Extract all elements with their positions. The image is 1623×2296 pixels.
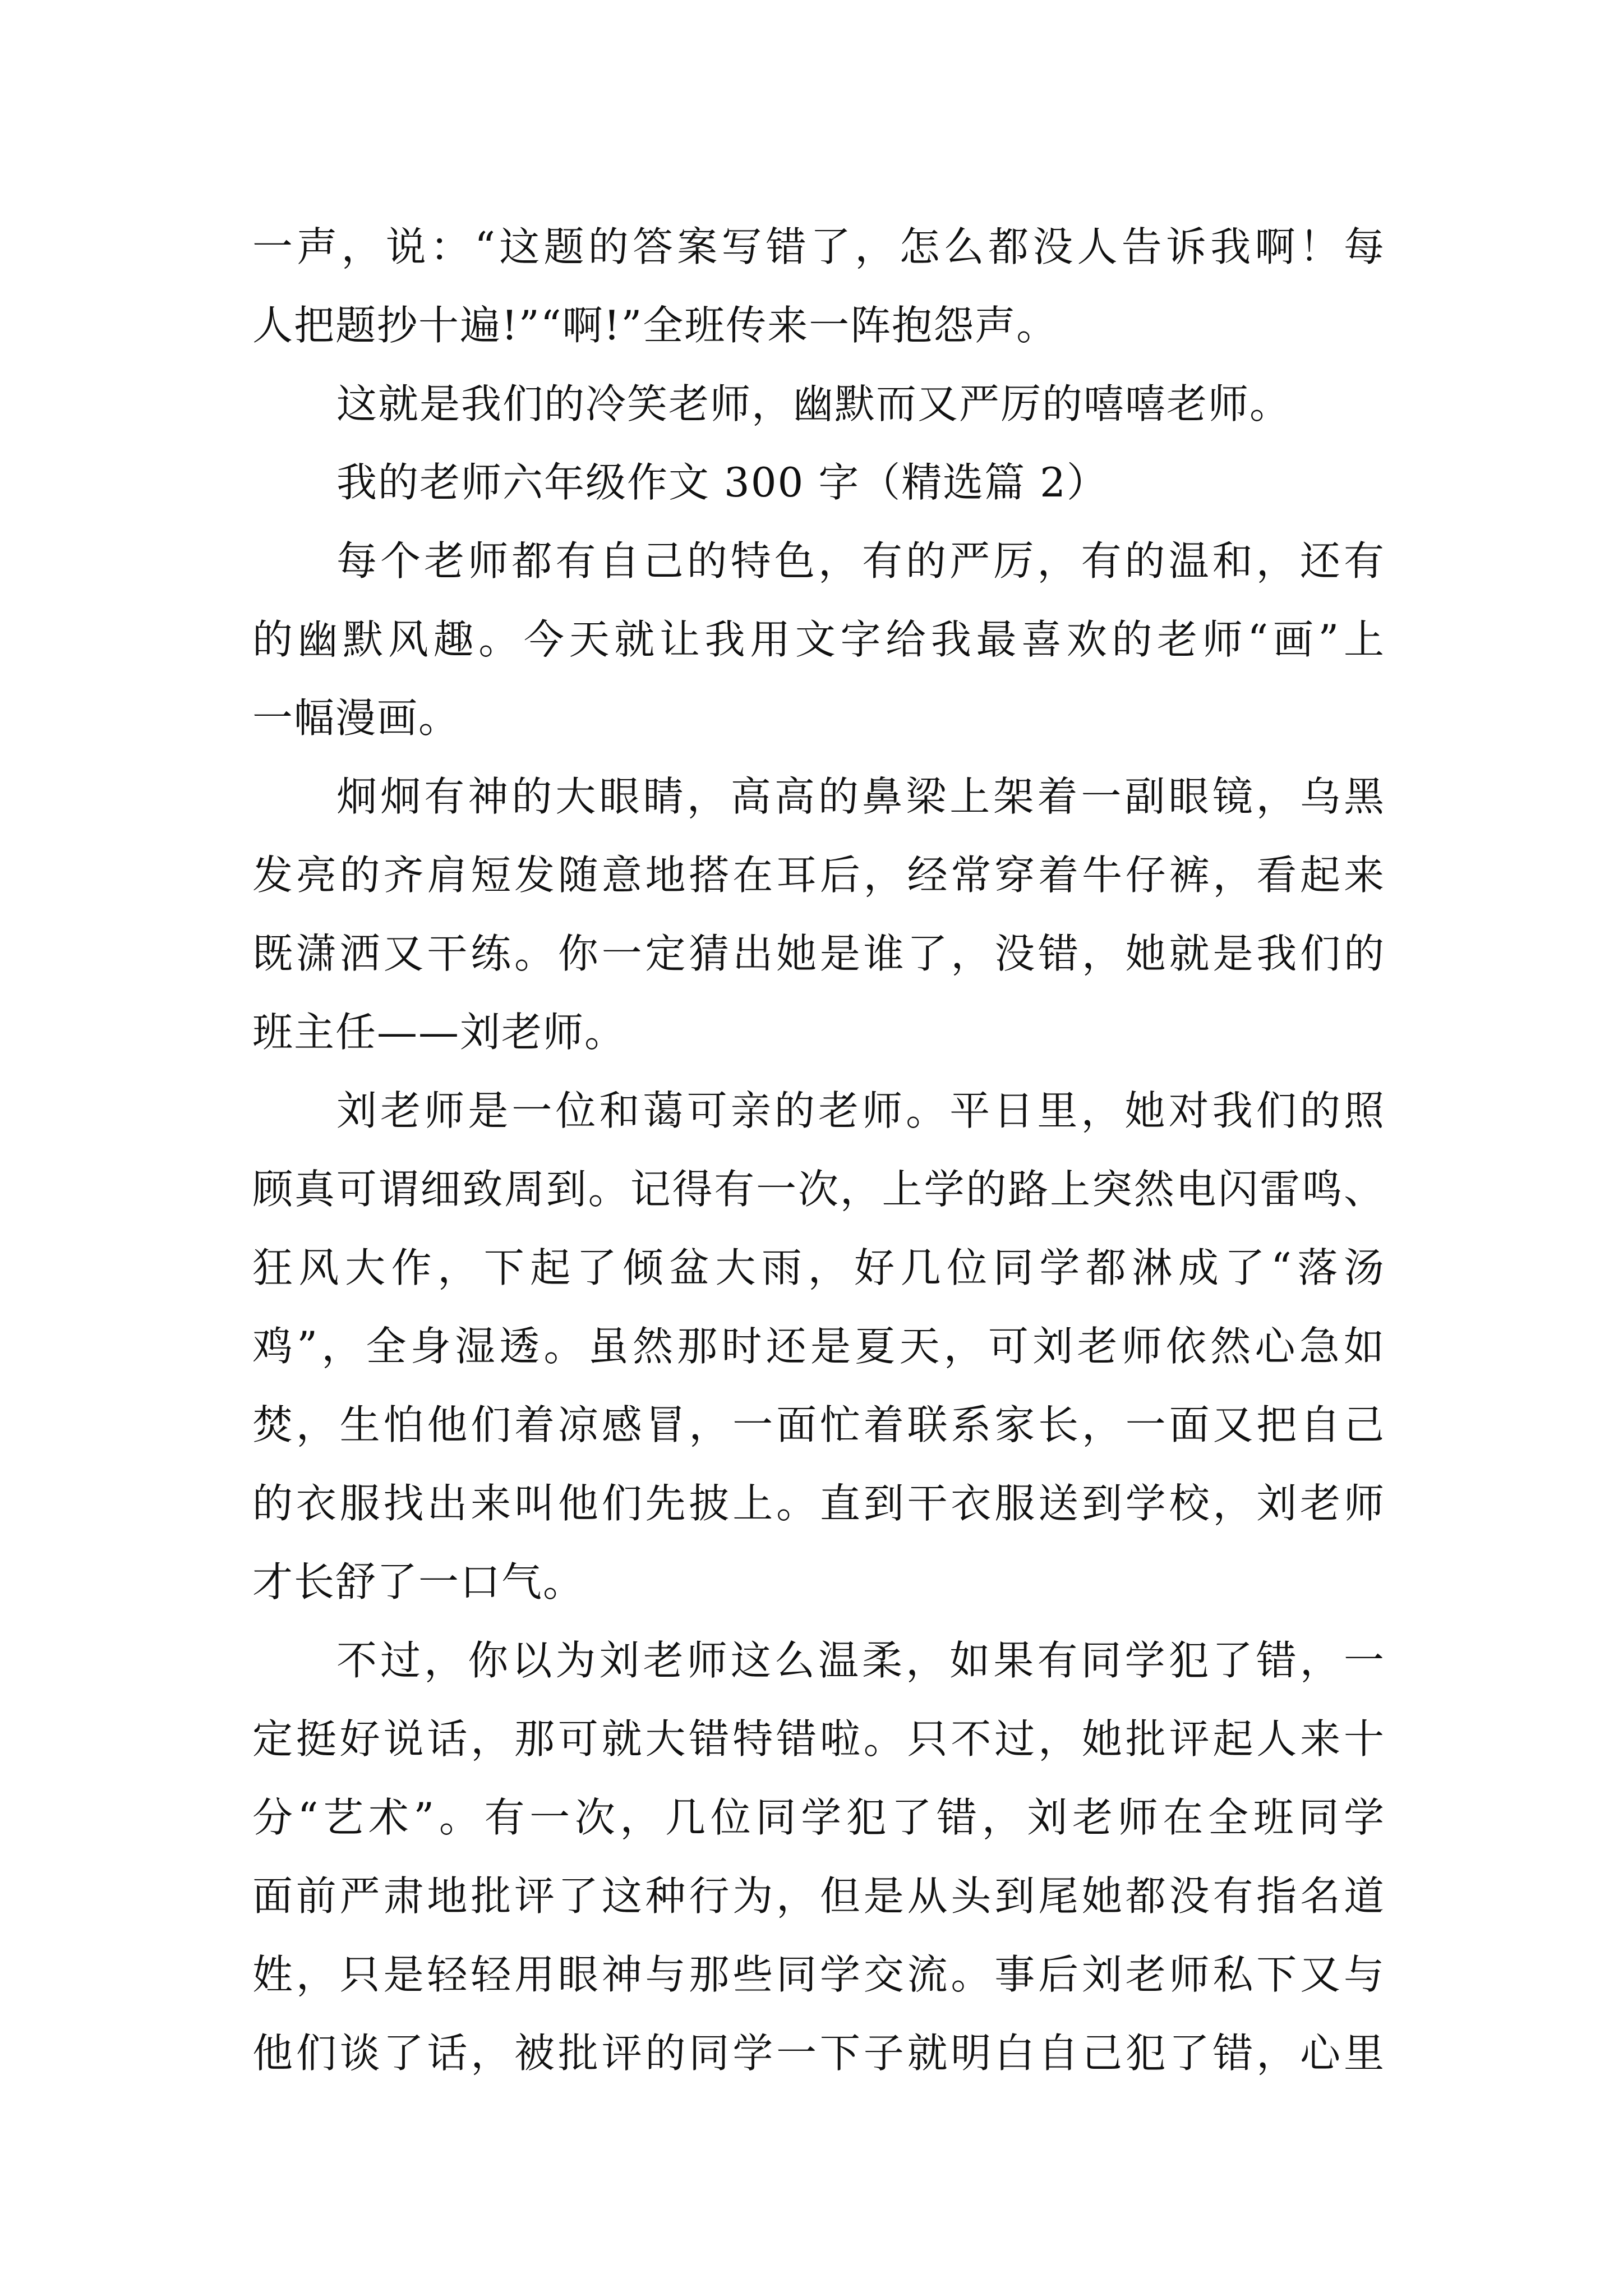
text-line: 不过，你以为刘老师这么温柔，如果有同学犯了错，一 [336, 1637, 1385, 1684]
text-line: 的幽默风趣。今天就让我用文字给我最喜欢的老师“画”上 [252, 616, 1385, 663]
text-line: 的衣服找出来叫他们先披上。直到干衣服送到学校，刘老师 [252, 1480, 1385, 1527]
text-line: 既潇洒又干练。你一定猜出她是谁了，没错，她就是我们的 [252, 930, 1385, 977]
text-line: 炯炯有神的大眼睛，高高的鼻梁上架着一副眼镜，乌黑 [336, 773, 1385, 820]
text-line: 他们谈了话，被批评的同学一下子就明白自己犯了错，心里 [252, 2030, 1385, 2077]
text-line: 一声，说：“这题的答案写错了，怎么都没人告诉我啊！每 [252, 223, 1385, 270]
text-line: 发亮的齐肩短发随意地搭在耳后，经常穿着牛仔裤，看起来 [252, 852, 1385, 899]
text-line: 焚，生怕他们着凉感冒，一面忙着联系家长，一面又把自己 [252, 1401, 1385, 1448]
text-line: 面前严肃地批评了这种行为，但是从头到尾她都没有指名道 [252, 1872, 1385, 1920]
text-line: 鸡”，全身湿透。虽然那时还是夏天，可刘老师依然心急如 [252, 1323, 1385, 1370]
text-line: 人把题抄十遍!”“啊!”全班传来一阵抱怨声。 [252, 302, 1058, 349]
text-line: 班主任——刘老师。 [252, 1009, 626, 1056]
text-line: 狂风大作，下起了倾盆大雨，好几位同学都淋成了“落汤 [252, 1244, 1385, 1291]
text-line: 姓，只是轻轻用眼神与那些同学交流。事后刘老师私下又与 [252, 1951, 1385, 1998]
text-line: 刘老师是一位和蔼可亲的老师。平日里，她对我们的照 [336, 1087, 1385, 1134]
section-heading: 我的老师六年级作文 300 字（精选篇 2） [336, 459, 1108, 506]
text-line: 分“艺术”。有一次，几位同学犯了错，刘老师在全班同学 [252, 1794, 1385, 1841]
text-line: 一幅漫画。 [252, 694, 460, 742]
text-line: 才长舒了一口气。 [252, 1558, 585, 1605]
text-line: 顾真可谓细致周到。记得有一次，上学的路上突然电闪雷鸣、 [252, 1166, 1385, 1213]
text-line: 这就是我们的冷笑老师，幽默而又严厉的嘻嘻老师。 [336, 380, 1292, 427]
text-line: 定挺好说话，那可就大错特错啦。只不过，她批评起人来十 [252, 1715, 1385, 1763]
text-line: 每个老师都有自己的特色，有的严厉，有的温和，还有 [336, 537, 1385, 585]
